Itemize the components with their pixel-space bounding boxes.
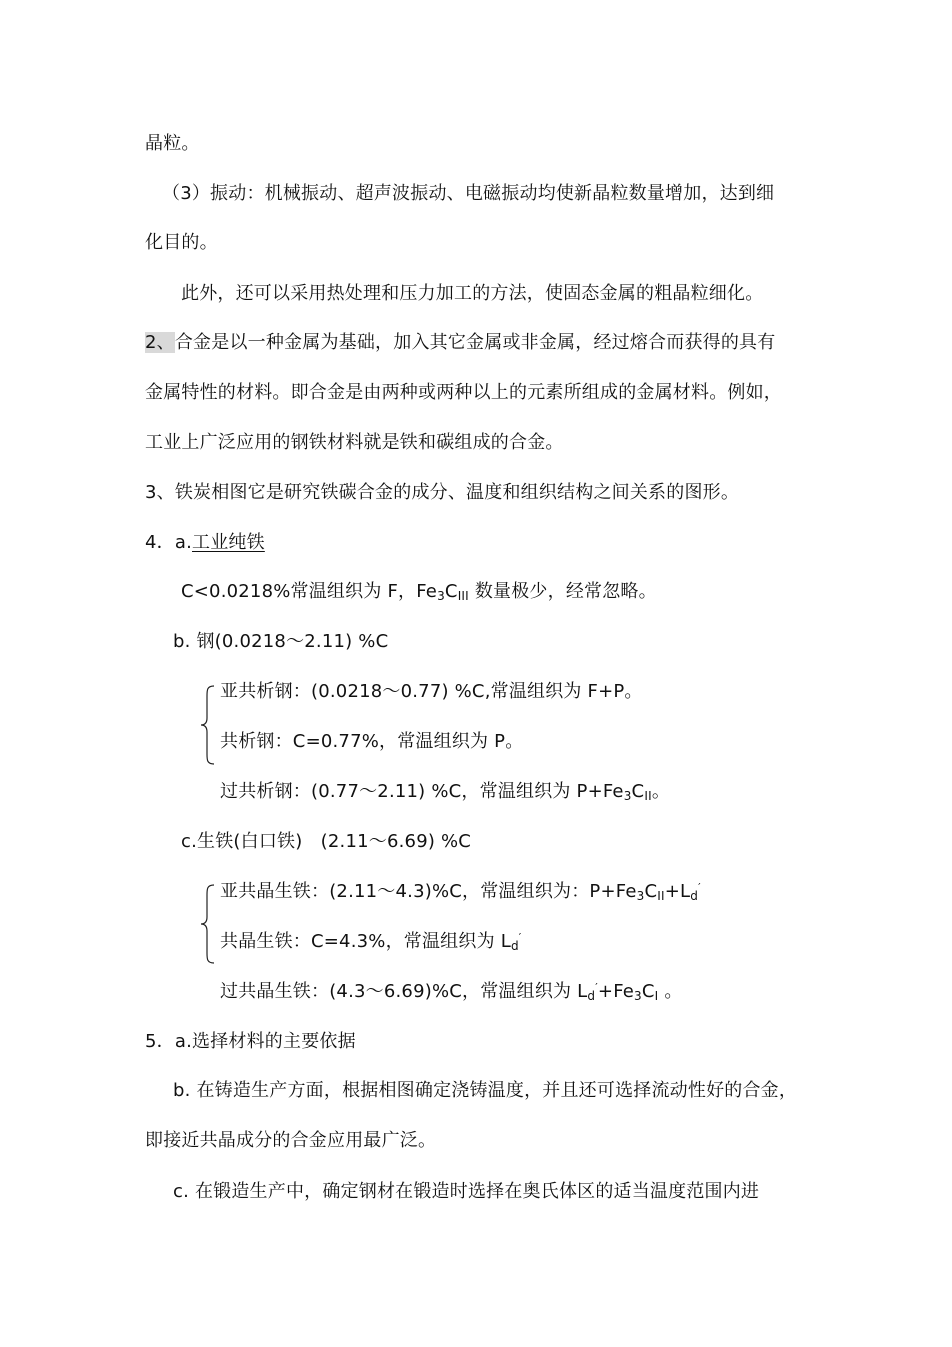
text: 过共析钢：(0.77～2.11) %C，常温组织为 P+Fe [220, 781, 624, 802]
text: 共晶生铁：C=4.3%，常温组织为 L [220, 931, 511, 952]
paragraph-line [173, 1079, 797, 1103]
text: 亚共晶生铁：(2.11～4.3)%C，常温组织为：P+Fe [220, 881, 637, 902]
text: 金属特性的材料。即合金是由两种或两种以上的元素所组成的金属材料。例如， [145, 382, 782, 403]
text: 工业上广泛应用的钢铁材料就是铁和碳组成的合金。 [145, 432, 564, 453]
paragraph-line [145, 1129, 436, 1153]
text: 3、铁炭相图它是研究铁碳合金的成分、温度和组织结构之间关系的图形。 [145, 482, 740, 503]
highlighted-number: 2、 [145, 332, 175, 353]
text: C<0.0218%常温组织为 F，Fe [181, 581, 438, 602]
paragraph-line [145, 132, 200, 156]
paragraph-line [220, 730, 523, 754]
subscript: 3 [636, 889, 645, 903]
text: 4．a. [145, 532, 193, 553]
text: 共析钢：C=0.77%，常温组织为 P。 [220, 731, 524, 752]
text: +Fe [597, 981, 635, 1002]
text: 亚共析钢：(0.0218～0.77) %C,常温组织为 F+P。 [220, 681, 643, 702]
paragraph-line [145, 1030, 356, 1054]
paragraph-line [145, 431, 564, 455]
text: C [631, 781, 645, 802]
subscript: I [654, 989, 659, 1003]
paragraph-line [173, 1180, 759, 1204]
paragraph-line [220, 980, 683, 1006]
text: 5．a.选择材料的主要依据 [145, 1031, 356, 1052]
prime-mark: ′ [698, 881, 701, 894]
paragraph-line [220, 780, 670, 805]
text: c.生铁(白口铁) (2.11～6.69) %C [181, 831, 472, 852]
paragraph-line [162, 182, 774, 206]
prime-mark: ′ [518, 931, 522, 944]
text: 合金是以一种金属为基础，加入其它金属或非金属，经过熔合而获得的具有 [174, 332, 776, 353]
text: +L [664, 881, 691, 902]
subscript: 3 [437, 589, 445, 603]
subscript: II [644, 789, 652, 803]
text: 。 [651, 781, 671, 802]
paragraph-line [145, 531, 265, 555]
text: b. 在铸造生产方面，根据相图确定浇铸温度，并且还可选择流动性好的合金， [173, 1080, 798, 1101]
subscript: d [510, 939, 519, 953]
subscript: III [457, 589, 469, 603]
paragraph-line [220, 680, 643, 704]
subscript: 3 [634, 989, 642, 1003]
paragraph-line [145, 331, 775, 355]
prime-mark: ′ [595, 981, 598, 994]
text: 化目的。 [145, 232, 218, 253]
underlined-text: 工业纯铁 [192, 532, 265, 553]
left-brace [198, 684, 218, 766]
text: C [644, 881, 658, 902]
text: 。 [658, 981, 683, 1002]
subscript: d [690, 889, 699, 903]
paragraph-line [220, 880, 701, 906]
text: （3）振动：机械振动、超声波振动、电磁振动均使新晶粒数量增加，达到细 [162, 183, 775, 204]
paragraph-line [181, 830, 471, 854]
text: c. 在锻造生产中，确定钢材在锻造时选择在奥氏体区的适当温度范围内进 [173, 1181, 760, 1202]
paragraph-line [181, 580, 657, 605]
text: 过共晶生铁：(4.3～6.69)%C，常温组织为 L [220, 981, 588, 1002]
text: 晶粒。 [145, 133, 200, 154]
paragraph-line [181, 282, 763, 306]
subscript: 3 [623, 789, 632, 803]
paragraph-line [145, 381, 782, 405]
subscript: d [587, 989, 596, 1003]
subscript: II [657, 889, 665, 903]
text: 即接近共晶成分的合金应用最广泛。 [145, 1130, 437, 1151]
text: 数量极少，经常忽略。 [468, 581, 657, 602]
paragraph-line [145, 231, 218, 255]
text: C [444, 581, 458, 602]
paragraph-line [173, 630, 388, 654]
paragraph-line [145, 481, 739, 505]
text: C [641, 981, 655, 1002]
left-brace [198, 883, 218, 965]
text: b. 钢(0.0218～2.11) %C [173, 631, 389, 652]
text: 此外，还可以采用热处理和压力加工的方法，使固态金属的粗晶粒细化。 [181, 283, 764, 304]
paragraph-line [220, 930, 521, 956]
